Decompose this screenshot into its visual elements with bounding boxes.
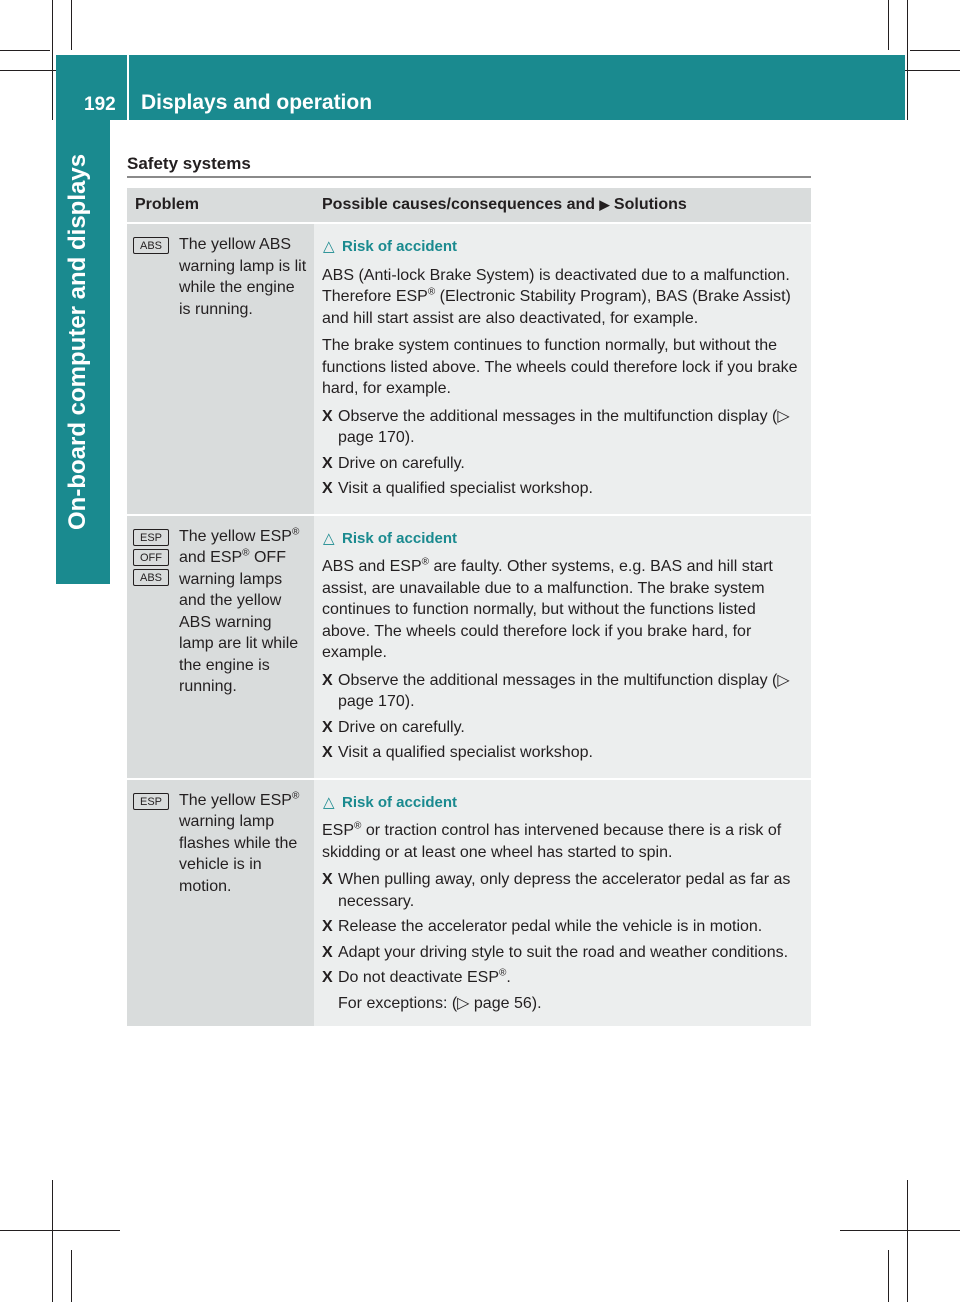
warning-heading bbox=[322, 528, 805, 550]
col-header-solutions bbox=[314, 188, 811, 222]
problem-text: The yellow ESP® warning lamp flashes while the vehicle is in motion. bbox=[179, 790, 300, 895]
warning-heading bbox=[322, 792, 805, 814]
step-item: X Observe the additional messages in the multifunction display (▷ page 170). bbox=[322, 671, 790, 710]
table-row bbox=[127, 224, 811, 514]
crop-mark bbox=[0, 1230, 120, 1231]
problem-text: The yellow ABS warning lamp is lit while the engine is running. bbox=[179, 236, 307, 318]
step-item: X When pulling away, only depress the accelerator pedal as far as necessary. bbox=[322, 871, 791, 910]
warning-label: Risk of accident bbox=[342, 793, 458, 811]
warning-triangle-icon: △ bbox=[323, 793, 335, 811]
step-marker-icon: X bbox=[322, 744, 333, 761]
crop-mark bbox=[71, 0, 72, 50]
step-marker-icon: X bbox=[322, 671, 333, 689]
step-item: X Visit a qualified specialist workshop. bbox=[322, 742, 805, 764]
body-text: The brake system continues to function normally, but without the functions listed above. The wheels could therefore lock if you brake hard, for example. bbox=[322, 337, 798, 397]
chapter-title: Displays and operation bbox=[141, 91, 373, 114]
step-marker-icon: X bbox=[322, 871, 333, 888]
step-marker-icon: X bbox=[322, 718, 333, 736]
step-marker-icon: X bbox=[322, 407, 333, 425]
safety-systems-table bbox=[127, 188, 811, 1026]
col-header-solutions-suffix: Solutions bbox=[613, 196, 687, 213]
step-item: X Adapt your driving style to suit the road and weather conditions. bbox=[322, 942, 805, 964]
esp-warning-icon: ESP bbox=[133, 793, 169, 810]
problem-text: The yellow ESP® and ESP® OFF warning lamps and the yellow ABS warning lamp are lit while the engine is running. bbox=[179, 526, 300, 695]
crop-mark bbox=[52, 1180, 53, 1302]
body-text: ESP® or traction control has intervened because there is a risk of skidding or at least one wheel has started to spin. bbox=[322, 820, 782, 861]
step-item: X Do not deactivate ESP®. bbox=[322, 967, 805, 989]
header-separator bbox=[127, 55, 129, 120]
problem-cell bbox=[127, 780, 314, 1026]
exceptions-note: For exceptions: (▷ page 56). bbox=[338, 994, 542, 1012]
warning-label: Risk of accident bbox=[342, 238, 458, 255]
crop-mark bbox=[840, 1230, 960, 1231]
step-marker-icon: X bbox=[322, 943, 333, 961]
section-rule bbox=[127, 176, 811, 178]
step-item: X Drive on carefully. bbox=[322, 717, 805, 739]
table-row bbox=[127, 516, 811, 778]
col-header-solutions-text: Possible causes/consequences and bbox=[322, 196, 596, 213]
crop-mark bbox=[0, 50, 50, 51]
step-item: X Release the accelerator pedal while the vehicle is in motion. bbox=[322, 916, 805, 938]
step-marker-icon: X bbox=[322, 454, 333, 472]
warning-heading bbox=[322, 236, 805, 258]
step-marker-icon: X bbox=[322, 969, 333, 986]
crop-mark bbox=[907, 0, 908, 120]
warning-label: Risk of accident bbox=[342, 529, 458, 547]
esp-off-warning-icon: OFF bbox=[133, 549, 169, 566]
page-number: 192 bbox=[84, 94, 116, 115]
warning-triangle-icon: △ bbox=[323, 238, 335, 255]
esp-warning-icon: ESP bbox=[133, 529, 169, 546]
step-marker-icon: X bbox=[322, 480, 333, 497]
abs-warning-icon: ABS bbox=[133, 569, 169, 586]
problem-cell bbox=[127, 516, 314, 778]
table-header-row bbox=[127, 188, 811, 222]
side-tab-label bbox=[64, 460, 96, 530]
crop-mark bbox=[71, 1250, 72, 1302]
body-text: ABS and ESP® are faulty. Other systems, e.g. BAS and hill start assist, are unavailable due to a malfunction. The brake system continues to function normally, but without the functions listed above. The wheels could therefore lock if you brake hard, for example. bbox=[322, 556, 773, 661]
problem-cell bbox=[127, 224, 314, 514]
solution-cell bbox=[314, 516, 811, 778]
table-row bbox=[127, 780, 811, 1026]
step-marker-icon: X bbox=[322, 918, 333, 935]
crop-mark bbox=[910, 50, 960, 51]
step-item: X Observe the additional messages in the multifunction display (▷ page 170). bbox=[322, 407, 790, 446]
crop-mark bbox=[907, 1180, 908, 1302]
body-text: ABS (Anti-lock Brake System) is deactivated due to a malfunction. Therefore ESP® (Electronic Stability Program), BAS (Brake Assist) and hill start assist are also deactivated, for example. bbox=[322, 266, 791, 327]
step-item: X Visit a qualified specialist workshop. bbox=[322, 478, 805, 500]
step-item: X Drive on carefully. bbox=[322, 453, 805, 475]
crop-mark bbox=[888, 1250, 889, 1302]
crop-mark bbox=[52, 0, 53, 120]
col-header-problem: Problem bbox=[127, 188, 314, 222]
play-icon: ▶ bbox=[599, 197, 610, 212]
section-title: Safety systems bbox=[127, 154, 251, 173]
crop-mark bbox=[888, 0, 889, 50]
solution-cell bbox=[314, 780, 811, 1026]
abs-warning-icon: ABS bbox=[133, 237, 169, 254]
solution-cell bbox=[314, 224, 811, 514]
warning-triangle-icon: △ bbox=[323, 529, 335, 547]
